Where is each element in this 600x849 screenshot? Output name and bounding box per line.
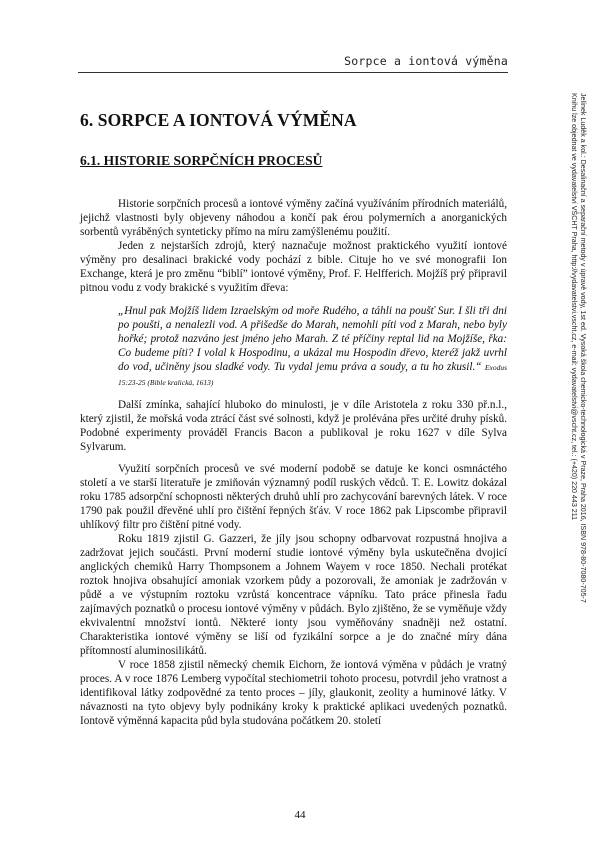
paragraph-3: Další zmínka, sahající hluboko do minulosti, je v díle Aristotela z roku 330 př.n.l., který zjistil, že mořská voda ztrácí část své solnosti, když je prolévána přes určité druhy písků. Podobné experimenty prováděl Francis Bacon a publikoval je roku 1627 v díle Sylva Sylvarum. bbox=[80, 399, 507, 453]
paragraph-4: Využití sorpčních procesů ve své moderní podobě se datuje ke konci osmnáctého století a ve starší literatuře je zmiňován významný podíl ruských vědců. T. E. Lowitz dokázal roku 1785 adsorpční schopnosti některých druhů uhlí pro zachycování barevných látek. V roce 1790 pak použil dřevěné uhlí pro čištění řepných šťáv. V roce 1862 pak Lipscombe připravil uhlíkový filtr pro čištění pitné vody. bbox=[80, 463, 507, 531]
running-header-title: Sorpce a iontová výměna bbox=[344, 54, 508, 68]
page-content bbox=[80, 110, 507, 728]
header-rule bbox=[78, 72, 508, 73]
body-text bbox=[80, 197, 507, 728]
side-note-line-2: Knihu lze objednat ve vydavatelství VŠCHT Praha, http://vydavatelstvi.vscht.cz, e-mail: vydavatelstvi@vscht.cz, tel.: (+420) 220 443 211 bbox=[570, 93, 578, 521]
bible-quote bbox=[118, 304, 507, 390]
paragraph-6: V roce 1858 zjistil německý chemik Eichorn, že iontová výměna v půdách je vratný proces. A v roce 1876 Lemberg vypočítal stechiometrii tohoto procesu, potvrdil jeho vratnost a identifikoval látky zodpovědné za tento proces – jíly, glaukonit, zeolity a huminové látky. V návaznosti na tyto objevy byly podnikány kroky k praktické aplikaci uvedených poznatků. Iontově výměnná kapacita půd byla studována počátkem 20. století bbox=[80, 659, 507, 727]
section-title: 6.1. HISTORIE SORPČNÍCH PROCESŮ bbox=[80, 153, 323, 168]
page-number: 44 bbox=[294, 809, 306, 821]
paragraph-1: Historie sorpčních procesů a iontové výměny začíná využíváním přírodních materiálů, jejichž vlastnosti byly objeveny náhodou a končí pak érou polymerních a anorganických sorbentů vyráběných synteticky přímo na míru zamýšlenému použití. bbox=[80, 198, 507, 238]
chapter-title: 6. SORPCE A IONTOVÁ VÝMĚNA bbox=[80, 110, 357, 130]
side-note-line-1: Jelínek Luděk a kol.: Desalinační a separační metody v úpravě vody, 1st ed. Vysoká škola chemicko-technologická v Praze, Praha 2016, ISBN 978-80-7080-705-7 bbox=[579, 93, 587, 603]
side-publication-note bbox=[569, 93, 587, 693]
paragraph-5: Roku 1819 zjistil G. Gazzeri, že jíly jsou schopny odbarvovat rozpustná hnojiva a zadržovat jejich součásti. První moderní studie iontové výměny byla uskutečněna dvojicí anglických chemiků Harry Thompsonem a Johnem Wayem v roce 1850. Nechali protékat roztok hnojiva obsahující amoniak vzorkem půdy a pozorovali, že amoniak je zadržován v půdě a ve výstupním roztoku vzrůstá koncentrace vápníku. Tato práce přinesla řadu zajímavých poznatků o procesu iontové výměny v půdách. Bylo zjištěno, že se vyměňuje vždy ekvivalentní množství iontů. Některé ionty jsou vyměňovány snadněji než ostatní. Charakteristika iontové výměny se liší od fyzikální sorpce a je do značné míry dána přítomností aluminosilikátů. bbox=[80, 533, 507, 657]
paragraph-2: Jeden z nejstarších zdrojů, který naznačuje možnost praktického využití iontové výměny pro desalinaci brakické vody pochází z bible. Cituje ho ve své monografii Ion Exchange, která je pro změnu “biblí” iontové výměny, Prof. F. Helfferich. Mojžíš prý připravil pitnou vodu z vody brakické s využitím dřeva: bbox=[80, 240, 507, 294]
quote-reference: Exodus 15:23-25 (Bible kralická, 1613) bbox=[118, 363, 507, 387]
quote-text: „Hnul pak Mojžíš lidem Izraelským od moře Rudého, a táhli na poušť Sur. I šli tři dni po poušti, a nenalezli vod. A přišedše do Marah, nemohli píti vod z Marah, nebo byly hořké; protož nazváno jest jméno jeho Marah. Z té příčiny reptal lid na Mojžíše, řka: Co budeme píti? I volal k Hospodinu, a ukázal mu Hospodin dřevo, kteréž jakž uvrhl do vod, učiněny jsou sladké vody. Tu vydal jemu práva a soudy, a tu ho zkusil.“ bbox=[118, 305, 507, 373]
